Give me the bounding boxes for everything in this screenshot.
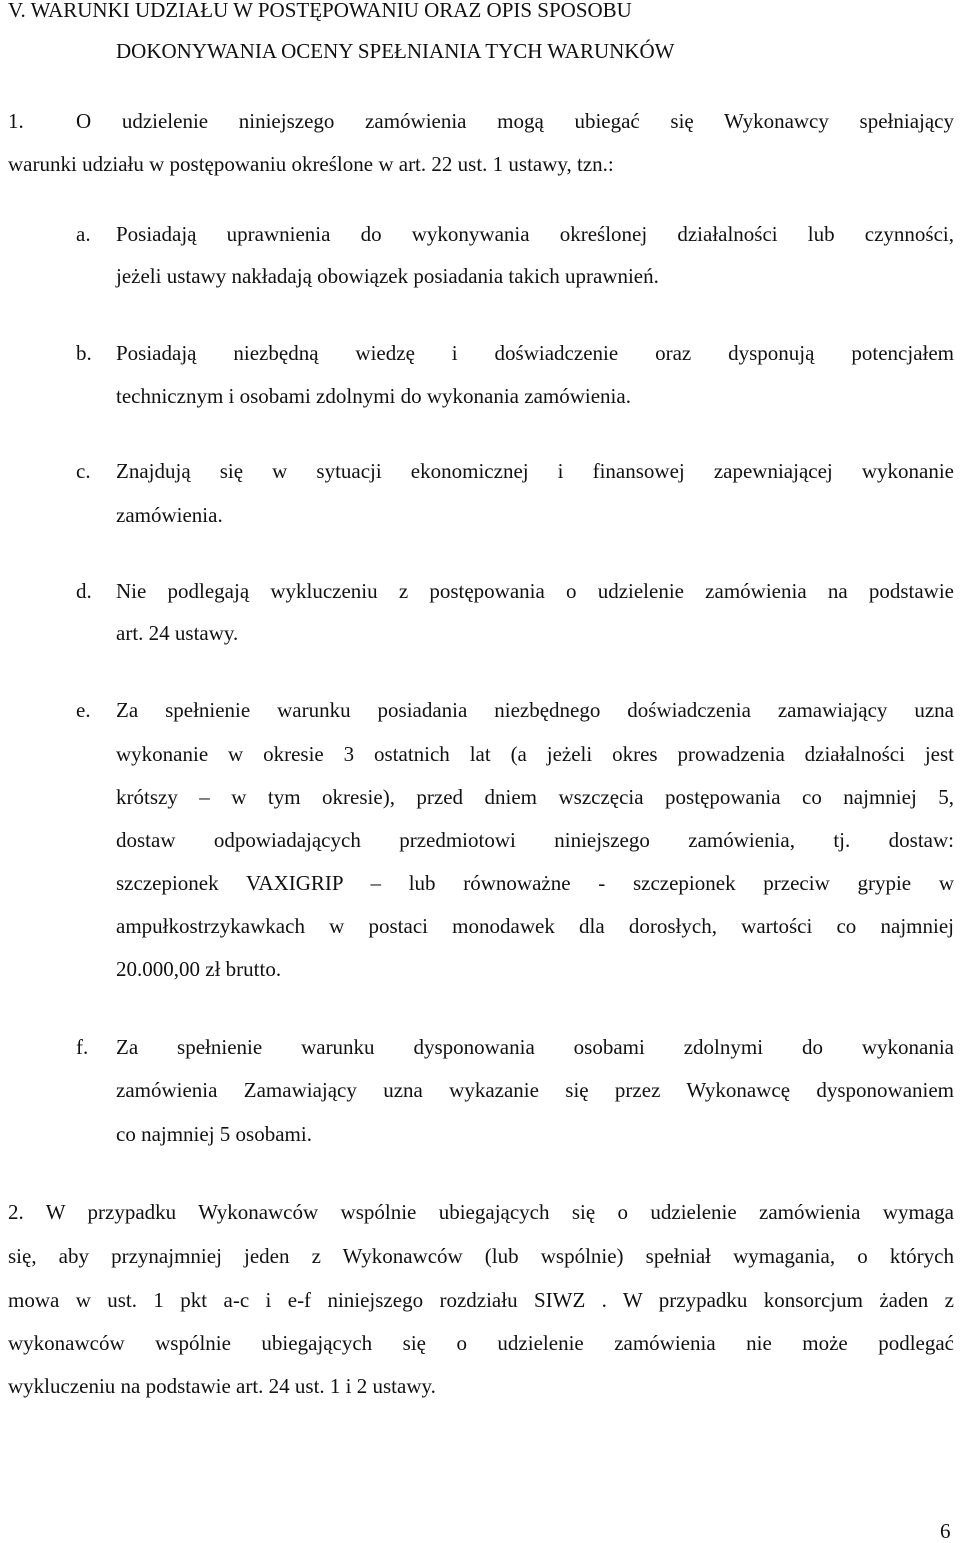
item-e-marker	[76, 700, 91, 721]
item-c-line-2	[116, 505, 223, 526]
item-e-line-2-text: wykonanie w okresie 3 ostatnich lat (a jeżeli okres prowadzenia działalności jest	[116, 742, 954, 766]
item-b-line-1	[116, 343, 954, 364]
item-f-line-1	[116, 1037, 954, 1058]
item-a-marker	[76, 224, 91, 245]
item-f-line-1-text: Za spełnienie warunku dysponowania osobami zdolnymi do wykonania	[116, 1035, 954, 1059]
item-a-line-2-text: jeżeli ustawy nakładają obowiązek posiadania takich uprawnień.	[116, 264, 659, 288]
point-2-line-1	[8, 1202, 954, 1223]
item-b-line-2-text: technicznym i osobami zdolnymi do wykonania zamówienia.	[116, 384, 631, 408]
item-c-marker	[76, 461, 91, 482]
item-c-line-1-text: Znajdują się w sytuacji ekonomicznej i finansowej zapewniającej wykonanie	[116, 459, 954, 483]
page-number-text: 6	[940, 1519, 951, 1543]
item-e-line-5-text: szczepionek VAXIGRIP – lub równoważne - szczepionek przeciw grypie w	[116, 871, 954, 895]
item-a-marker-text: a.	[76, 222, 91, 246]
item-e-line-3	[116, 787, 954, 808]
item-a-line-1-text: Posiadają uprawnienia do wykonywania określonej działalności lub czynności,	[116, 222, 954, 246]
point-1-line-1-text: O udzielenie niniejszego zamówienia mogą ubiegać się Wykonawcy spełniający	[76, 109, 954, 133]
item-c-line-1	[116, 461, 954, 482]
point-2-line-4	[8, 1333, 954, 1354]
item-c-marker-text: c.	[76, 459, 91, 483]
item-d-marker	[76, 581, 92, 602]
item-f-line-2	[116, 1080, 954, 1101]
item-c-line-2-text: zamówienia.	[116, 503, 223, 527]
page-number	[940, 1521, 951, 1542]
point-2-line-3	[8, 1290, 954, 1311]
section-heading-text-2: DOKONYWANIA OCENY SPEŁNIANIA TYCH WARUNKÓW	[116, 39, 675, 63]
point-1-line-1	[76, 111, 954, 132]
point-1-line-2-text: warunki udziału w postępowaniu określone w art. 22 ust. 1 ustawy, tzn.:	[8, 152, 614, 176]
item-d-line-1	[116, 581, 954, 602]
item-a-line-1	[116, 224, 954, 245]
point-2-line-2-text: się, aby przynajmniej jeden z Wykonawców (lub wspólnie) spełniał wymagania, o których	[8, 1244, 954, 1268]
point-2-line-2	[8, 1246, 954, 1267]
item-a-line-2	[116, 266, 659, 287]
item-b-line-1-text: Posiadają niezbędną wiedzę i doświadczenie oraz dysponują potencjałem	[116, 341, 954, 365]
item-e-line-5	[116, 873, 954, 894]
item-d-marker-text: d.	[76, 579, 92, 603]
point-2-line-4-text: wykonawców wspólnie ubiegających się o udzielenie zamówienia nie może podlegać	[8, 1331, 954, 1355]
section-heading-line-2	[116, 41, 674, 62]
section-heading-line-1	[8, 0, 632, 21]
item-b-marker-text: b.	[76, 341, 92, 365]
item-e-line-3-text: krótszy – w tym okresie), przed dniem wszczęcia postępowania co najmniej 5,	[116, 785, 954, 809]
point-1-line-2	[8, 154, 614, 175]
item-d-line-2	[116, 623, 238, 644]
item-f-line-3	[116, 1124, 312, 1145]
item-f-line-3-text: co najmniej 5 osobami.	[116, 1122, 312, 1146]
item-d-line-2-text: art. 24 ustawy.	[116, 621, 239, 645]
item-f-line-2-text: zamówienia Zamawiający uzna wykazanie się przez Wykonawcę dysponowaniem	[116, 1078, 954, 1102]
item-d-line-1-text: Nie podlegają wykluczeniu z postępowania o udzielenie zamówienia na podstawie	[116, 579, 954, 603]
item-e-line-6-text: ampułkostrzykawkach w postaci monodawek dla dorosłych, wartości co najmniej	[116, 914, 954, 938]
item-e-line-1	[116, 700, 954, 721]
item-e-marker-text: e.	[76, 698, 91, 722]
point-1-number-text: 1.	[8, 109, 24, 133]
point-2-line-3-text: mowa w ust. 1 pkt a-c i e-f niniejszego rozdziału SIWZ . W przypadku konsorcjum żaden z	[8, 1288, 954, 1312]
item-e-line-6	[116, 916, 954, 937]
item-f-marker-text: f.	[76, 1035, 89, 1059]
point-2-line-5-text: wykluczeniu na podstawie art. 24 ust. 1 i 2 ustawy.	[8, 1374, 436, 1398]
point-1-number	[8, 111, 24, 132]
item-e-line-4	[116, 830, 954, 851]
item-e-line-2	[116, 744, 954, 765]
item-b-marker	[76, 343, 92, 364]
item-f-marker	[76, 1037, 88, 1058]
item-e-line-4-text: dostaw odpowiadających przedmiotowi niniejszego zamówienia, tj. dostaw:	[116, 828, 954, 852]
point-2-line-1-text: 2. W przypadku Wykonawców wspólnie ubiegających się o udzielenie zamówienia wymaga	[8, 1200, 954, 1224]
section-heading-text-1: V. WARUNKI UDZIAŁU W POSTĘPOWANIU ORAZ OPIS SPOSOBU	[8, 0, 632, 22]
item-b-line-2	[116, 386, 631, 407]
item-e-line-1-text: Za spełnienie warunku posiadania niezbędnego doświadczenia zamawiający uzna	[116, 698, 954, 722]
point-2-line-5	[8, 1376, 436, 1397]
item-e-line-7	[116, 959, 281, 980]
item-e-line-7-text: 20.000,00 zł brutto.	[116, 957, 282, 981]
